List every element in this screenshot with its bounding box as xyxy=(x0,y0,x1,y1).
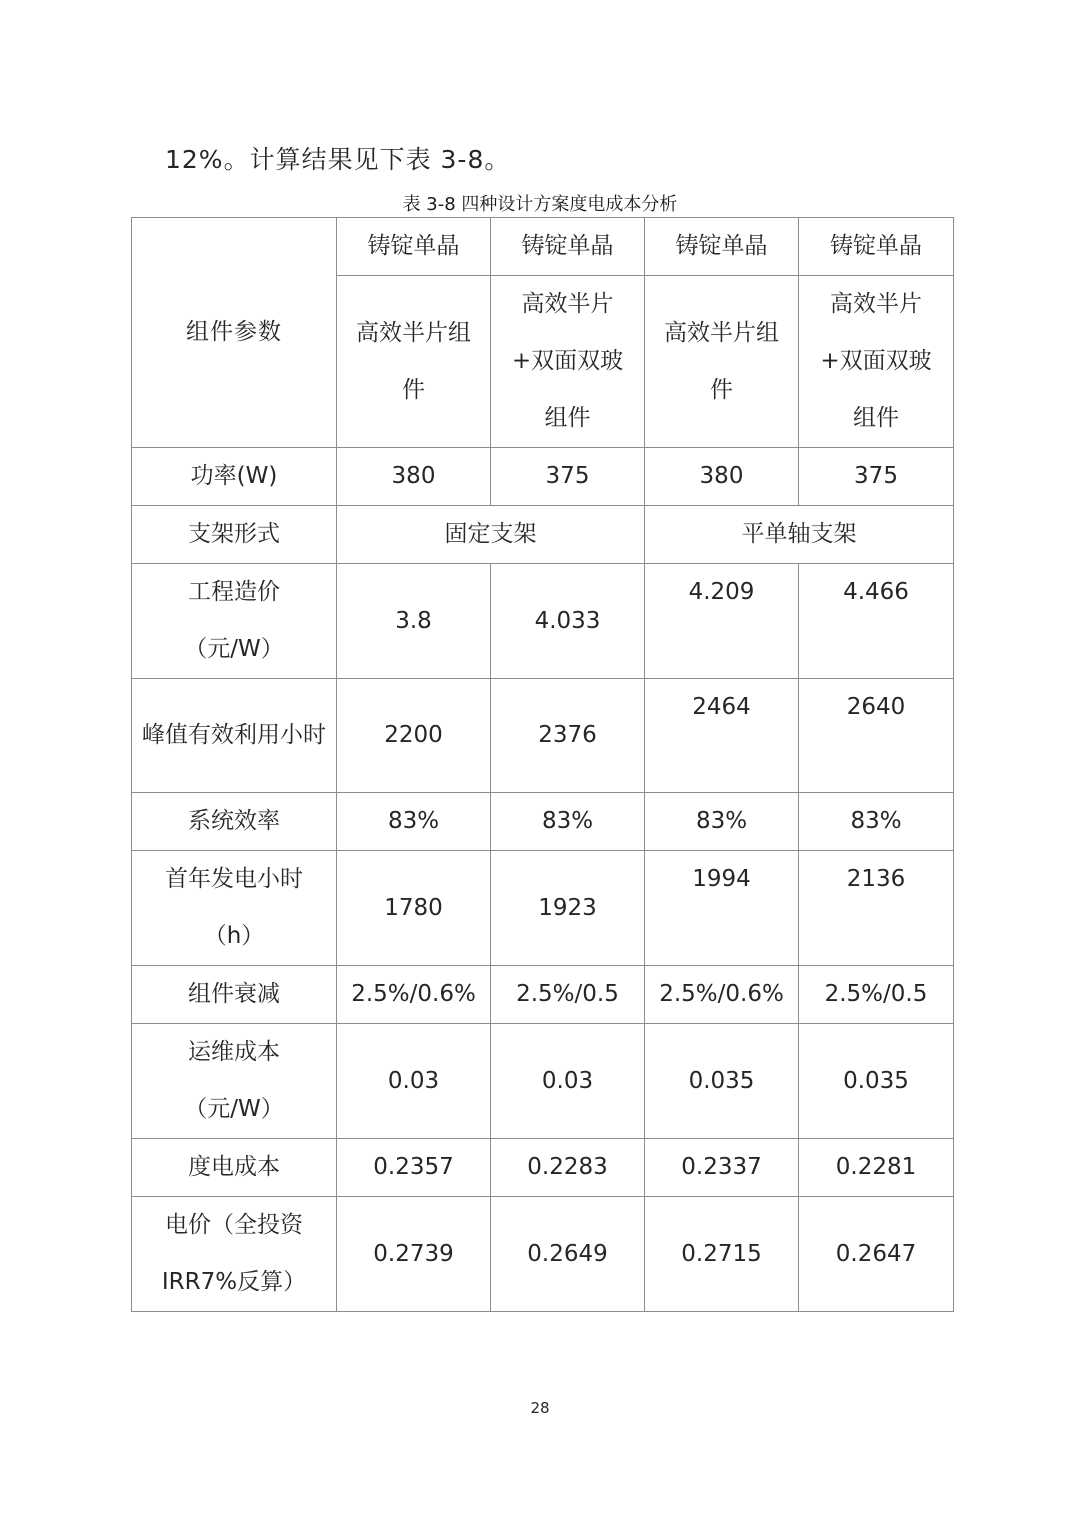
table-row xyxy=(132,966,954,1024)
table-row xyxy=(132,1024,954,1139)
table-cell: 4.466 xyxy=(799,564,954,679)
table-cell: 铸锭单晶 xyxy=(337,218,491,276)
table-row xyxy=(132,793,954,851)
row-label: 峰值有效利用小时 xyxy=(132,679,337,793)
row-label: 组件参数 xyxy=(132,218,337,448)
table-cell: 4.209 xyxy=(645,564,799,679)
table-cell: 铸锭单晶 xyxy=(799,218,954,276)
table-caption: 表 3-8 四种设计方案度电成本分析 xyxy=(402,194,678,215)
table-cell: 高效半片+双面双玻组件 xyxy=(799,276,954,448)
table-cell: 高效半片+双面双玻组件 xyxy=(491,276,645,448)
row-label: 支架形式 xyxy=(132,506,337,564)
table-cell: 83% xyxy=(645,793,799,851)
table-cell: 铸锭单晶 xyxy=(491,218,645,276)
table-row xyxy=(132,448,954,506)
row-label: 首年发电小时（h） xyxy=(132,851,337,966)
table-cell: 0.03 xyxy=(491,1024,645,1139)
table-cell: 1923 xyxy=(491,851,645,966)
table-cell: 0.2357 xyxy=(337,1139,491,1197)
table-cell: 1780 xyxy=(337,851,491,966)
table-cell: 83% xyxy=(799,793,954,851)
intro-text: 12%。计算结果见下表 3-8。 xyxy=(165,145,511,174)
table-cell: 2.5%/0.6% xyxy=(337,966,491,1024)
table-cell: 0.2283 xyxy=(491,1139,645,1197)
page-number: 28 xyxy=(530,1399,550,1417)
table-cell: 2.5%/0.5 xyxy=(799,966,954,1024)
row-label: 系统效率 xyxy=(132,793,337,851)
table-cell: 高效半片组件 xyxy=(337,276,491,448)
table-row xyxy=(132,851,954,966)
table-cell: 380 xyxy=(645,448,799,506)
table-cell: 83% xyxy=(491,793,645,851)
table-cell: 0.2715 xyxy=(645,1197,799,1312)
table-cell: 4.033 xyxy=(491,564,645,679)
table-cell: 375 xyxy=(491,448,645,506)
table-row xyxy=(132,1139,954,1197)
row-label: 运维成本（元/W） xyxy=(132,1024,337,1139)
row-label: 电价（全投资IRR7%反算） xyxy=(132,1197,337,1312)
table-row xyxy=(132,506,954,564)
row-label: 功率(W) xyxy=(132,448,337,506)
table-cell: 375 xyxy=(799,448,954,506)
table-cell: 3.8 xyxy=(337,564,491,679)
table-cell: 1994 xyxy=(645,851,799,966)
table-cell: 380 xyxy=(337,448,491,506)
lcoe-table xyxy=(131,217,954,1312)
table-cell: 0.03 xyxy=(337,1024,491,1139)
table-cell: 0.2337 xyxy=(645,1139,799,1197)
table-cell: 0.2739 xyxy=(337,1197,491,1312)
table-cell: 0.2647 xyxy=(799,1197,954,1312)
table-cell: 0.035 xyxy=(799,1024,954,1139)
table-row xyxy=(132,679,954,793)
table-cell: 铸锭单晶 xyxy=(645,218,799,276)
row-label: 度电成本 xyxy=(132,1139,337,1197)
row-label: 组件衰减 xyxy=(132,966,337,1024)
table-row xyxy=(132,564,954,679)
row-label: 工程造价（元/W） xyxy=(132,564,337,679)
table-cell: 2464 xyxy=(645,679,799,793)
table-cell: 平单轴支架 xyxy=(645,506,954,564)
table-row xyxy=(132,218,954,276)
table-cell: 2.5%/0.5 xyxy=(491,966,645,1024)
table-cell: 0.035 xyxy=(645,1024,799,1139)
table-cell: 2136 xyxy=(799,851,954,966)
table-cell: 固定支架 xyxy=(337,506,645,564)
table-cell: 0.2649 xyxy=(491,1197,645,1312)
table-cell: 高效半片组件 xyxy=(645,276,799,448)
table-cell: 2376 xyxy=(491,679,645,793)
table-cell: 2.5%/0.6% xyxy=(645,966,799,1024)
table-row xyxy=(132,1197,954,1312)
table-cell: 2640 xyxy=(799,679,954,793)
table-cell: 0.2281 xyxy=(799,1139,954,1197)
table-cell: 2200 xyxy=(337,679,491,793)
table-cell: 83% xyxy=(337,793,491,851)
